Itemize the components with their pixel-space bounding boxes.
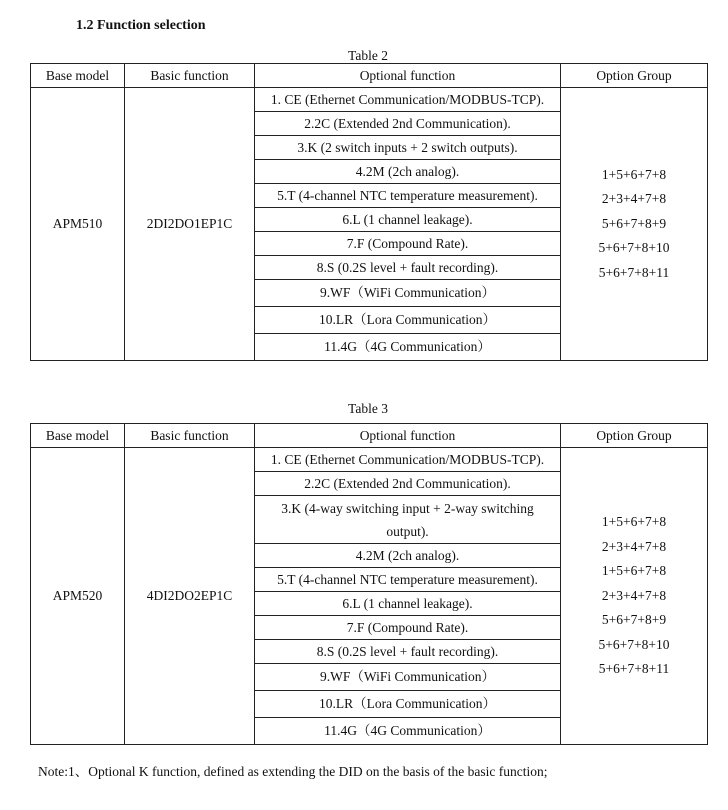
optional-function-cell: 6.L (1 channel leakage).: [255, 592, 561, 616]
table3: [30, 423, 708, 745]
option-group-item: 2+3+4+7+8: [601, 538, 667, 554]
option-group-item: 1+5+6+7+8: [601, 514, 667, 530]
optional-function-cell: 9.WF（WiFi Communication）: [255, 664, 561, 691]
header-option-group: Option Group: [561, 424, 708, 448]
header-optional-function: Optional function: [255, 424, 561, 448]
header-option-group: Option Group: [561, 64, 708, 88]
table3-header-row: [31, 424, 708, 448]
optional-function-cell: 2.2C (Extended 2nd Communication).: [255, 112, 561, 136]
option-group-cell: [561, 448, 708, 745]
table-row: [31, 448, 708, 472]
option-group-item: 5+6+7+8+10: [598, 636, 670, 652]
option-group-cell: [561, 88, 708, 361]
option-group-item: 1+5+6+7+8: [601, 563, 667, 579]
header-base-model: Base model: [31, 424, 125, 448]
option-group-item: 5+6+7+8+9: [601, 215, 667, 231]
table2-header-row: [31, 64, 708, 88]
optional-function-cell: 3.K (4-way switching input + 2-way switching output).: [255, 496, 561, 544]
optional-function-cell: 11.4G（4G Communication）: [255, 334, 561, 361]
option-group-item: 5+6+7+8+10: [598, 240, 670, 256]
section-heading: 1.2 Function selection: [76, 18, 206, 33]
optional-function-cell: 5.T (4-channel NTC temperature measurement).: [255, 184, 561, 208]
optional-function-cell: 1. CE (Ethernet Communication/MODBUS-TCP).: [255, 448, 561, 472]
option-group-item: 2+3+4+7+8: [601, 587, 667, 603]
option-group-item: 2+3+4+7+8: [601, 191, 667, 207]
optional-function-cell: 1. CE (Ethernet Communication/MODBUS-TCP).: [255, 88, 561, 112]
table3-caption: Table 3: [348, 401, 388, 416]
base-model-cell: APM510: [31, 88, 125, 361]
optional-function-cell: 9.WF（WiFi Communication）: [255, 280, 561, 307]
optional-function-cell: 8.S (0.2S level + fault recording).: [255, 256, 561, 280]
header-optional-function: Optional function: [255, 64, 561, 88]
option-group-item: 1+5+6+7+8: [601, 166, 667, 182]
option-group-item: 5+6+7+8+11: [598, 661, 670, 677]
header-basic-function: Basic function: [125, 424, 255, 448]
optional-function-cell: 4.2M (2ch analog).: [255, 544, 561, 568]
option-group-item: 5+6+7+8+11: [598, 264, 670, 280]
footnote: Note:1、Optional K function, defined as extending the DID on the basis of the basic function;: [38, 764, 548, 779]
option-group-item: 5+6+7+8+9: [601, 612, 667, 628]
optional-function-cell: 10.LR（Lora Communication）: [255, 307, 561, 334]
optional-function-cell: 4.2M (2ch analog).: [255, 160, 561, 184]
optional-function-cell: 8.S (0.2S level + fault recording).: [255, 640, 561, 664]
optional-function-cell: 7.F (Compound Rate).: [255, 616, 561, 640]
optional-function-cell: 10.LR（Lora Communication）: [255, 691, 561, 718]
optional-function-cell: 2.2C (Extended 2nd Communication).: [255, 472, 561, 496]
optional-function-cell: 7.F (Compound Rate).: [255, 232, 561, 256]
optional-function-cell: 3.K (2 switch inputs + 2 switch outputs).: [255, 136, 561, 160]
basic-function-cell: 4DI2DO2EP1C: [125, 448, 255, 745]
header-base-model: Base model: [31, 64, 125, 88]
header-basic-function: Basic function: [125, 64, 255, 88]
table2: [30, 63, 708, 361]
table2-caption: Table 2: [348, 48, 388, 63]
table-row: [31, 88, 708, 112]
optional-function-cell: 6.L (1 channel leakage).: [255, 208, 561, 232]
base-model-cell: APM520: [31, 448, 125, 745]
optional-function-cell: 11.4G（4G Communication）: [255, 718, 561, 745]
optional-function-cell: 5.T (4-channel NTC temperature measurement).: [255, 568, 561, 592]
basic-function-cell: 2DI2DO1EP1C: [125, 88, 255, 361]
